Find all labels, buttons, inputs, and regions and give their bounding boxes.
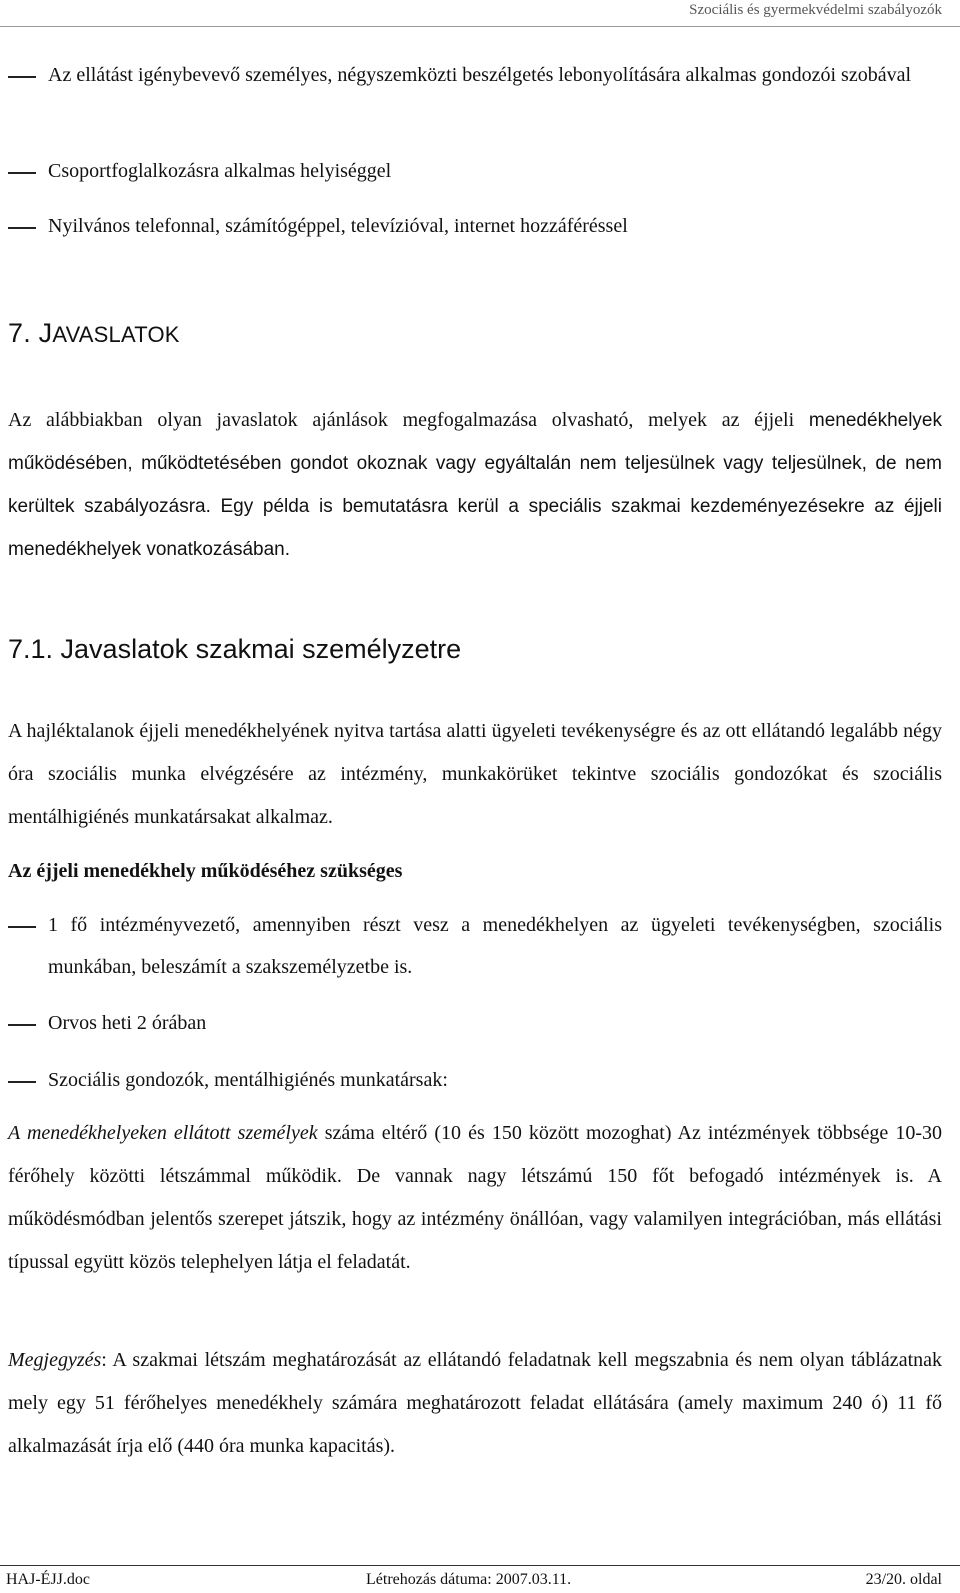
list-item-text: Orvos heti 2 órában [48,1012,207,1034]
list-item-text: Szociális gondozók, mentálhigiénés munkatársak: [48,1069,448,1091]
bold-heading: Az éjjeli menedékhely működéséhez szükséges [8,860,403,882]
footer-filename: HAJ-ÉJJ.doc [6,1571,90,1588]
list-item [8,205,942,247]
footer-created-date: Létrehozás dátuma: 2007.03.11. [366,1571,572,1588]
list-item [8,150,942,192]
list-item [8,1059,942,1101]
subsection-heading: 7.1. Javaslatok szakmai személyzetre [8,634,462,664]
footer-divider [0,1565,960,1566]
note-label: Megjegyzés [8,1349,102,1371]
intro-text-serif: Az alábbiakban olyan javaslatok ajánlások megfogalmazása olvasható, melyek az éjjeli [8,409,795,431]
list-item [8,1002,942,1044]
list-item [8,54,942,96]
page-footer [6,1571,942,1591]
section-heading [8,318,180,349]
intro-paragraph [8,399,942,571]
intro-text-sans: menedékhelyek működésében, működtetésében gondot okoznak vagy egyáltalán nem teljesülnek vagy teljesülnek, de nem kerültek szabályozásra. Egy példa is bemutatásra kerül a speciális szakmai kezdeményezésekre az éjjeli menedékhelyek vonatkozásában. [8,410,942,560]
list-item-text: 1 fő intézményvezető, amennyiben részt vesz a menedékhelyen az ügyeleti tevékenységben, szociális munkában, beleszámít a szakszemélyzetbe is. [48,914,942,978]
note-paragraph [8,1339,942,1468]
footer-page-number: 23/20. oldal [865,1571,942,1588]
capacity-paragraph [8,1112,942,1284]
list-item-text: Az ellátást igénybevevő személyes, négyszemközti beszélgetés lebonyolítására alkalmas gondozói szobával [48,64,912,86]
header-divider [0,26,960,27]
list-item [8,904,942,988]
list-item-text: Nyilvános telefonnal, számítógéppel, televízióval, internet hozzáféréssel [48,215,628,237]
capacity-text: száma eltérő (10 és 150 között mozoghat) Az intézmények többsége 10-30 férőhely közötti létszámmal működik. De vannak nagy létszámú 150 főt befogadó intézmények is. A működésmódban jelentős szerepet játszik, hogy az intézmény önállóan, vagy valamilyen integrációban, más ellátási típussal együtt közös telephelyen látja el feladatát. [8,1122,943,1273]
italic-phrase: A menedékhelyeken ellátott személyek [8,1122,318,1144]
page-header [0,0,960,26]
header-title: Szociális és gyermekvédelmi szabályozók [689,2,942,18]
staff-paragraph: A hajléktalanok éjjeli menedékhelyének nyitva tartása alatti ügyeleti tevékenységre és az ott ellátandó legalább négy óra szociális munka elvégzésére az intézmény, munkakörüket tekintve szociális gondozókat és szociális mentálhigiénés munkatársakat alkalmaz. [8,720,942,828]
list-item-text: Csoportfoglalkozásra alkalmas helyiséggel [48,160,392,182]
section-number: 7. J [8,318,53,348]
section-title: AVASLATOK [52,322,180,347]
note-text: : A szakmai létszám meghatározását az ellátandó feladatnak kell megszabnia és nem olyan táblázatnak mely egy 51 férőhelyes menedékhely számára meghatározott feladat ellátására (amely maximum 240 ó) 11 fő alkalmazását írja elő (440 óra munka kapacitás). [8,1349,942,1457]
